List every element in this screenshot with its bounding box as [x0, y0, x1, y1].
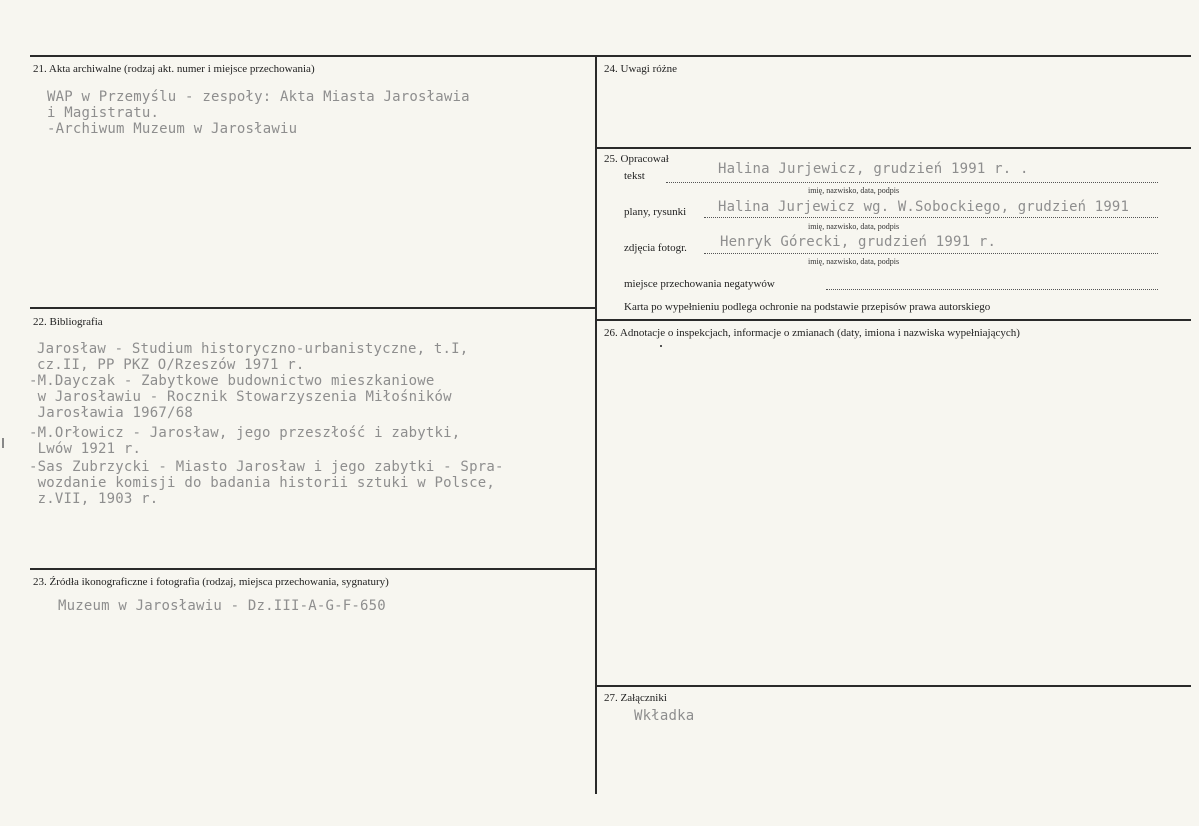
section-21-line-3: -Archiwum Muzeum w Jarosławiu: [47, 121, 298, 137]
bibliography-line-3: -M.Dayczak - Zabytkowe budownictwo mieszkaniowe: [29, 373, 435, 389]
section-24-label: 24. Uwagi różne: [604, 63, 678, 75]
section-23-label: 23. Źródła ikonograficzne i fotografia (rodzaj, miejsca przechowania, sygnatury): [33, 576, 389, 588]
plany-caption: imię, nazwisko, data, podpis: [808, 222, 900, 231]
edge-mark: [2, 438, 4, 448]
zdjecia-caption: imię, nazwisko, data, podpis: [808, 257, 900, 266]
bibliography-line-6: -M.Orłowicz - Jarosław, jego przeszłość i zabytki,: [29, 425, 461, 441]
s26-bottom-line: [596, 685, 1191, 687]
plany-dotted-line: [704, 217, 1158, 218]
tekst-caption: imię, nazwisko, data, podpis: [808, 186, 900, 195]
tekst-dotted-line: [666, 182, 1158, 183]
tekst-value: Halina Jurjewicz, grudzień 1991 r. .: [718, 161, 1029, 177]
bibliography-line-2: cz.II, PP PKZ O/Rzeszów 1971 r.: [37, 357, 305, 373]
ink-dot: [660, 345, 662, 347]
section-26-label: 26. Adnotacje o inspekcjach, informacje o zmianach (daty, imiona i nazwiska wypełniających): [604, 327, 1020, 339]
plany-label: plany, rysunki: [624, 206, 687, 218]
karta-copyright-note: Karta po wypełnieniu podlega ochronie na podstawie przepisów prawa autorskiego: [624, 301, 991, 313]
bibliography-line-4: w Jarosławiu - Rocznik Stowarzyszenia Miłośników: [29, 389, 452, 405]
s24-bottom-line: [596, 147, 1191, 149]
zdjecia-label: zdjęcia fotogr.: [624, 242, 687, 254]
bibliography-line-7: Lwów 1921 r.: [29, 441, 142, 457]
miejsce-negatywow-label: miejsce przechowania negatywów: [624, 278, 775, 290]
section-23-value: Muzeum w Jarosławiu - Dz.III-A-G-F-650: [58, 598, 386, 614]
bibliography-line-8: -Sas Zubrzycki - Miasto Jarosław i jego zabytki - Spra-: [29, 459, 504, 475]
section-22-label: 22. Bibliografia: [33, 316, 103, 328]
section-27-label: 27. Załączniki: [604, 692, 667, 704]
bibliography-line-5: Jarosławia 1967/68: [29, 405, 193, 421]
section-21-line-1: WAP w Przemyślu - zespoły: Akta Miasta Jarosławia: [47, 89, 470, 105]
center-divider-line: [595, 56, 597, 794]
bibliography-line-1: Jarosław - Studium historyczno-urbanistyczne, t.I,: [37, 341, 469, 357]
s22-bottom-line: [30, 568, 596, 570]
section-21-line-2: i Magistratu.: [47, 105, 160, 121]
plany-value: Halina Jurjewicz wg. W.Sobockiego, grudzień 1991: [718, 199, 1130, 215]
s25-bottom-line: [596, 319, 1191, 321]
section-27-value: Wkładka: [634, 708, 695, 724]
zdjecia-dotted-line: [704, 253, 1158, 254]
section-21-label: 21. Akta archiwalne (rodzaj akt. numer i miejsce przechowania): [33, 63, 315, 75]
zdjecia-value: Henryk Górecki, grudzień 1991 r.: [720, 234, 997, 250]
miejsce-negatywow-dotted-line: [826, 289, 1158, 290]
bibliography-line-10: z.VII, 1903 r.: [29, 491, 159, 507]
bibliography-line-9: wozdanie komisji do badania historii sztuki w Polsce,: [29, 475, 495, 491]
top-border-line: [30, 55, 1191, 57]
section-25-label: 25. Opracował: [604, 153, 669, 165]
s21-bottom-line: [30, 307, 596, 309]
tekst-label: tekst: [624, 170, 645, 182]
